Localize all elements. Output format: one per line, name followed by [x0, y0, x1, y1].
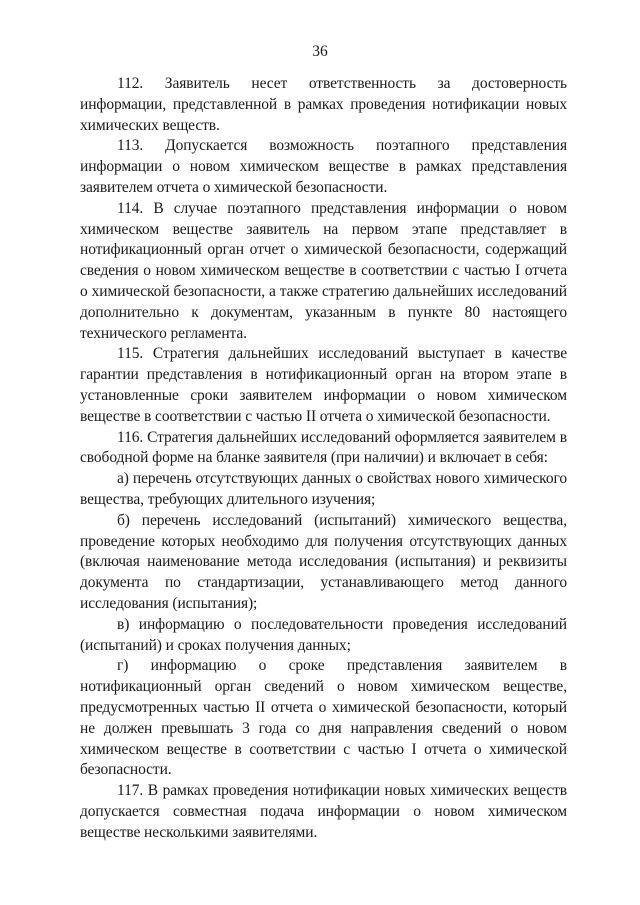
list-item-g: г) информацию о сроке представления заявителем в нотификационный орган сведений о новом химическом веществе, предусмотренных частью II отчета о химической безопасности, который не должен превышать 3 года со дня направления сведений о новом химическом веществе в соответствии с частью I отчета о химической безопасности. [80, 657, 567, 779]
list-item-a: а) перечень отсутствующих данных о свойствах нового химического вещества, требующих длительного изучения; [80, 470, 567, 508]
paragraph-114: 114. В случае поэтапного представления информации о новом химическом веществе заявитель на первом этапе представляет в нотификационный орган отчет о химической безопасности, содержащий сведения о новом химическом веществе в соответствии с частью I отчета о химической безопасности, а также стратегию дальнейших исследований дополнительно к документам, указанным в пункте 80 настоящего технического регламента. [80, 199, 567, 342]
list-item-b: б) перечень исследований (испытаний) химического вещества, проведение которых необходимо для получения отсутствующих данных (включая наименование метода исследования (испытания) и реквизиты документа по стандартизации, устанавливающего метод данного исследования (испытания); [80, 511, 567, 612]
document-body [80, 74, 567, 843]
list-item-v: в) информацию о последовательности проведения исследований (испытаний) и сроках получения данных; [80, 615, 567, 654]
paragraph-112: 112. Заявитель несет ответственность за достоверность информации, представленной в рамках проведения нотификации новых химических веществ. [80, 75, 567, 134]
paragraph-117: 117. В рамках проведения нотификации новых химических веществ допускается совместная подача информации о новом химическом веществе несколькими заявителями. [80, 782, 567, 841]
page-number: 36 [312, 43, 328, 60]
paragraph-116: 116. Стратегия дальнейших исследований оформляется заявителем в свободной форме на бланке заявителя (при наличии) и включает в себя: [80, 428, 567, 467]
paragraph-115: 115. Стратегия дальнейших исследований выступает в качестве гарантии представления в нотификационный орган на втором этапе в установленные сроки заявителем информации о новом химическом веществе в соответствии с частью II отчета о химической безопасности. [80, 345, 567, 425]
paragraph-113: 113. Допускается возможность поэтапного представления информации о новом химическом веществе в рамках представления заявителем отчета о химической безопасности. [80, 137, 567, 196]
